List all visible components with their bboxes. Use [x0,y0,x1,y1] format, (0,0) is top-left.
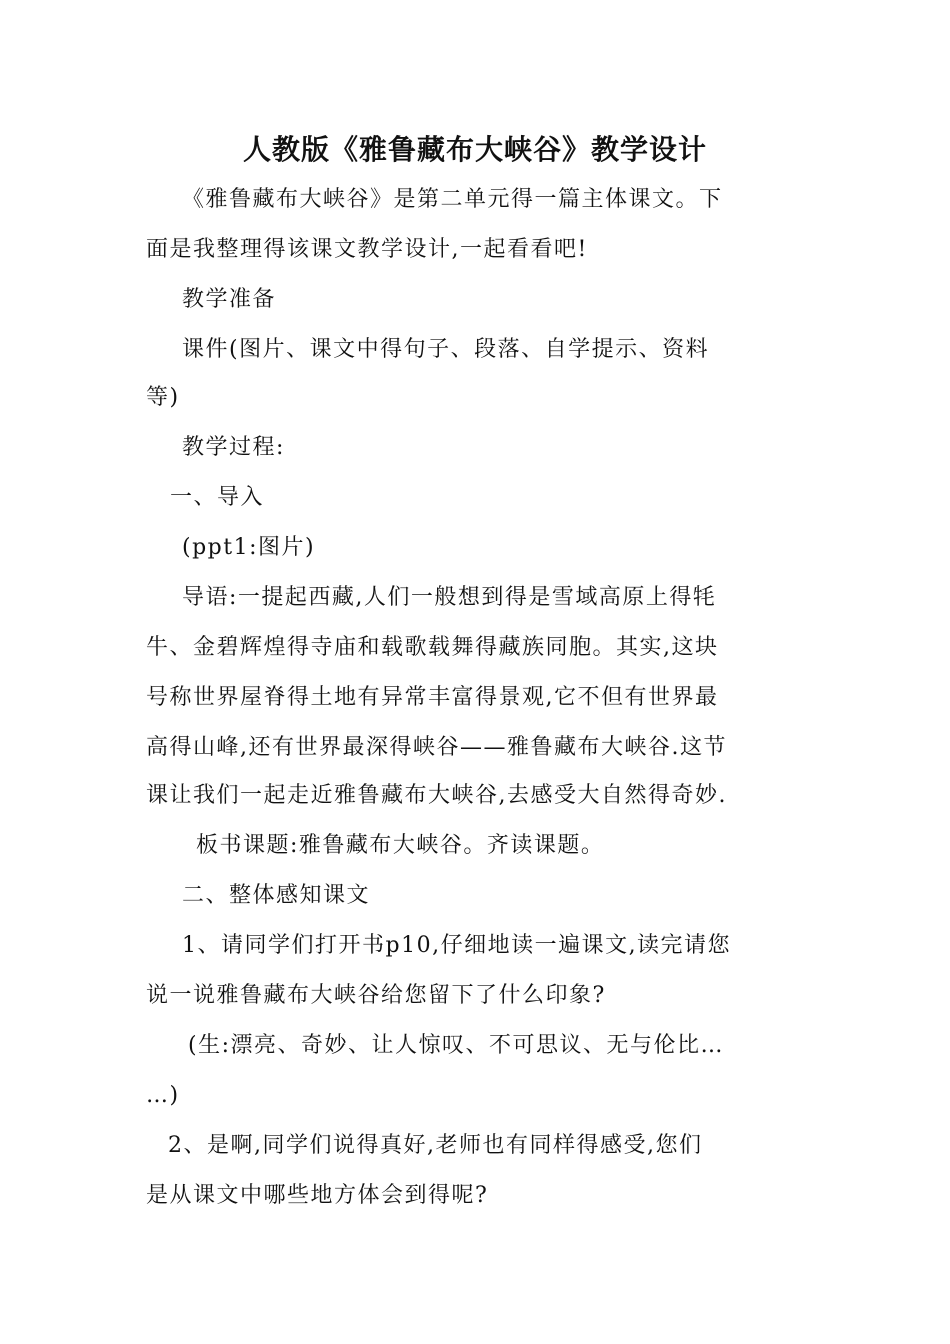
paragraph-line: 牛、金碧辉煌得寺庙和载歌载舞得藏族同胞。其实,这块 [146,635,719,660]
document-title: 人教版《雅鲁藏布大峡谷》教学设计 [242,133,707,166]
paragraph-line: 导语:一提起西藏,人们一般想到得是雪域高原上得牦 [182,585,717,610]
paragraph-line: 是从课文中哪些地方体会到得呢? [146,1183,489,1208]
section-heading: 教学过程: [182,435,285,460]
paragraph-line: 等) [146,385,180,410]
paragraph-line: 课件(图片、课文中得句子、段落、自学提示、资料 [182,337,710,362]
section-heading: 教学准备 [182,287,277,312]
section-heading: 二、整体感知课文 [182,883,371,908]
paragraph-line: 《雅鲁藏布大峡谷》是第二单元得一篇主体课文。下 [182,187,723,212]
paragraph-line: …) [146,1083,180,1108]
paragraph-line: 课让我们一起走近雅鲁藏布大峡谷,去感受大自然得奇妙. [146,783,727,808]
paragraph-line: 2、是啊,同学们说得真好,老师也有同样得感受,您们 [168,1133,703,1158]
section-heading: 一、导入 [170,485,265,510]
paragraph-line: 高得山峰,还有世界最深得峡谷——雅鲁藏布大峡谷.这节 [146,735,727,760]
paragraph-line: 说一说雅鲁藏布大峡谷给您留下了什么印象? [146,983,606,1008]
paragraph-line: 号称世界屋脊得土地有异常丰富得景观,它不但有世界最 [146,685,719,710]
paragraph-line: 面是我整理得该课文教学设计,一起看看吧! [146,237,588,262]
paragraph-line: (ppt1:图片) [182,535,316,560]
paragraph-line: 板书课题:雅鲁藏布大峡谷。齐读课题。 [196,833,605,858]
paragraph-line: 1、请同学们打开书p10,仔细地读一遍课文,读完请您 [182,933,732,958]
paragraph-line: (生:漂亮、奇妙、让人惊叹、不可思议、无与伦比… [188,1033,724,1058]
